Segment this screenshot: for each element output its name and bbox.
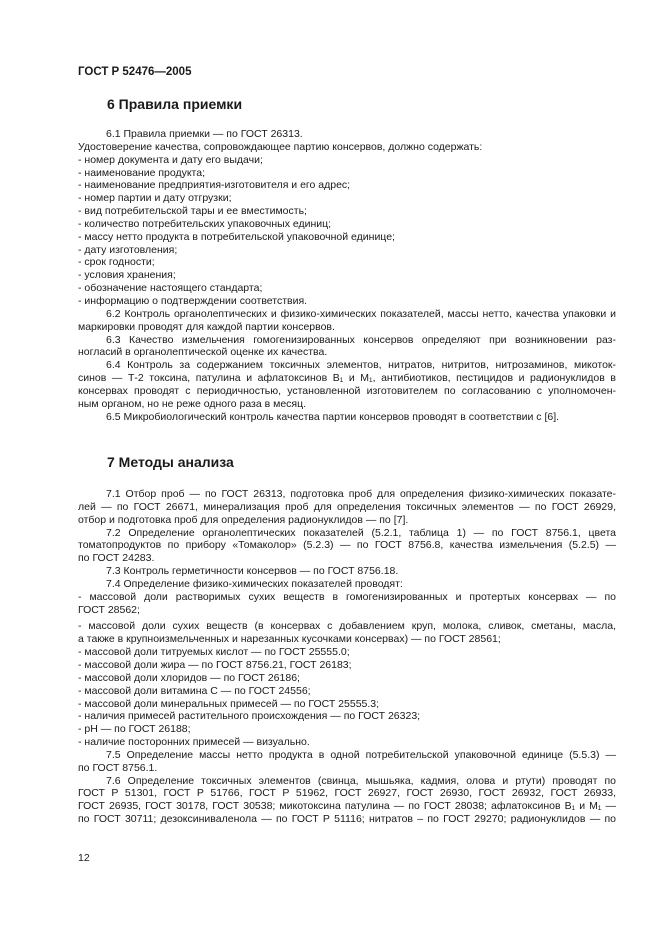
clause-6-1: 6.1 Правила приемки — по ГОСТ 26313. bbox=[106, 128, 303, 140]
page-number: 12 bbox=[78, 852, 90, 864]
standard-designation: ГОСТ Р 52476—2005 bbox=[78, 66, 192, 78]
list-item: - номер партии и дату отгрузки; bbox=[78, 192, 232, 205]
clause-6-5: 6.5 Микробиологический контроль качества партии консервов проводят в соответствии с [6]. bbox=[106, 410, 560, 423]
clause-6-2-line: 6.2 Контроль органолептических и физико-химических показателей, массы нетто, качества упаковки и bbox=[106, 307, 616, 320]
list-item: - обозначение настоящего стандарта; bbox=[78, 282, 263, 295]
clause-7-1-line: лей — по ГОСТ 26671, минерализация проб для определения токсичных элементов — по ГОСТ 26929, bbox=[78, 500, 616, 513]
certificate-intro: Удостоверение качества, сопровождающее партию консервов, должно содержать: bbox=[78, 140, 483, 153]
list-item: - количество потребительских упаковочных единиц; bbox=[78, 217, 332, 230]
section-7-title: 7 Методы анализа bbox=[107, 454, 234, 470]
list-item: - наименование предприятия-изготовителя и его адрес; bbox=[78, 179, 351, 192]
clause-7-5-line: по ГОСТ 8756.1. bbox=[78, 761, 158, 774]
clause-6-4-line: ным органом, но не реже одного раза в месяц. bbox=[78, 397, 307, 410]
list-item: - массовой доли жира — по ГОСТ 8756.21, ГОСТ 26183; bbox=[78, 658, 352, 671]
list-item: - массовой доли сухих веществ (в консервах с добавлением круп, молока, сливок, сметаны, масла, bbox=[78, 620, 616, 633]
clause-6-3-line: 6.3 Качество измельчения гомогенизированных консервов определяют при возникновении раз- bbox=[106, 333, 616, 346]
list-item: - наименование продукта; bbox=[78, 166, 206, 179]
list-item: - наличие посторонних примесей — визуально. bbox=[78, 736, 310, 749]
list-item: - условия хранения; bbox=[78, 269, 176, 282]
clause-6-4-line: консервах проводят с периодичностью, установленной изготовителем по согласованию с уполномочен- bbox=[78, 384, 616, 397]
clause-7-4: 7.4 Определение физико-химических показателей проводят: bbox=[106, 577, 403, 590]
list-item: - массовой доли минеральных примесей — по ГОСТ 25555.3; bbox=[78, 697, 380, 710]
clause-7-1-line: отбор и подготовка проб для определения радионуклидов — по [7]. bbox=[78, 513, 409, 526]
list-item: - срок годности; bbox=[78, 256, 155, 269]
list-item: - массовой доли растворимых сухих веществ в гомогенизированных и протертых консервах — по bbox=[78, 590, 616, 603]
clause-6-4-line: 6.4 Контроль за содержанием токсичных элементов, нитратов, нитритов, нитрозаминов, микоток- bbox=[106, 359, 616, 372]
clause-7-6-line: ГОСТ Р 51301, ГОСТ Р 51766, ГОСТ Р 51962, ГОСТ 26927, ГОСТ 26930, ГОСТ 26932, ГОСТ 26933, bbox=[78, 787, 616, 800]
list-item: - массовой доли витамина С — по ГОСТ 24556; bbox=[78, 684, 311, 697]
list-item: - вид потребительской тары и ее вместимость; bbox=[78, 205, 307, 218]
clause-7-2-line: томатопродуктов по прибору «Томаколор» (5.2.3) — по ГОСТ 8756.8, качества измельчения (5.2.5) — bbox=[78, 539, 616, 552]
list-item: - дату изготовления; bbox=[78, 243, 178, 256]
clause-7-2-line: по ГОСТ 24283. bbox=[78, 552, 155, 565]
clause-6-4-line: синов — Т-2 токсина, патулина и афлатоксинов В₁ и М₁, антибиотиков, пестицидов и радионуклидов в bbox=[78, 372, 616, 385]
clause-6-2-line: маркировки проводят для каждой партии консервов. bbox=[78, 320, 335, 333]
list-item: - массовой доли хлоридов — по ГОСТ 26186; bbox=[78, 671, 300, 684]
section-6-title: 6 Правила приемки bbox=[107, 96, 243, 112]
list-item: - наличия примесей растительного происхождения — по ГОСТ 26323; bbox=[78, 710, 421, 723]
list-item: - рН — по ГОСТ 26188; bbox=[78, 723, 191, 736]
clause-6-3-line: ногласий в органолептической оценке их качества. bbox=[78, 346, 328, 359]
section-7-body bbox=[78, 488, 616, 826]
list-item: ГОСТ 28562; bbox=[78, 603, 140, 616]
section-6-body bbox=[78, 128, 616, 423]
clause-7-6-line: ГОСТ 26935, ГОСТ 30178, ГОСТ 30538; микотоксина патулина — по ГОСТ 28038; афлатоксинов В₁ и М₁ — bbox=[78, 800, 616, 813]
list-item: - массу нетто продукта в потребительской упаковочной единице; bbox=[78, 230, 395, 243]
clause-7-3: 7.3 Контроль герметичности консервов — по ГОСТ 8756.18. bbox=[106, 565, 399, 578]
clause-7-2-line: 7.2 Определение органолептических показателей (5.2.1, таблица 1) — по ГОСТ 8756.1, цвета bbox=[106, 526, 616, 539]
clause-7-5-line: 7.5 Определение массы нетто продукта в одной потребительской упаковочной единице (5.5.3) — bbox=[106, 748, 616, 761]
list-item: - информацию о подтверждении соответствия. bbox=[78, 294, 308, 307]
list-item: - номер документа и дату его выдачи; bbox=[78, 153, 263, 166]
clause-7-1-line: 7.1 Отбор проб — по ГОСТ 26313, подготовка проб для определения физико-химических показате- bbox=[106, 488, 616, 500]
clause-7-6-line: по ГОСТ 30711; дезоксиниваленола — по ГОСТ Р 51116; нитратов – по ГОСТ 29270; радионуклидов — по bbox=[78, 813, 616, 826]
clause-7-6-line: 7.6 Определение токсичных элементов (свинца, мышьяка, кадмия, олова и ртути) проводят по bbox=[106, 774, 616, 787]
list-item: а также в крупноизмельченных и нарезанных кусочками консервах) — по ГОСТ 28561; bbox=[78, 633, 501, 646]
list-item: - массовой доли титруемых кислот — по ГОСТ 25555.0; bbox=[78, 646, 350, 659]
